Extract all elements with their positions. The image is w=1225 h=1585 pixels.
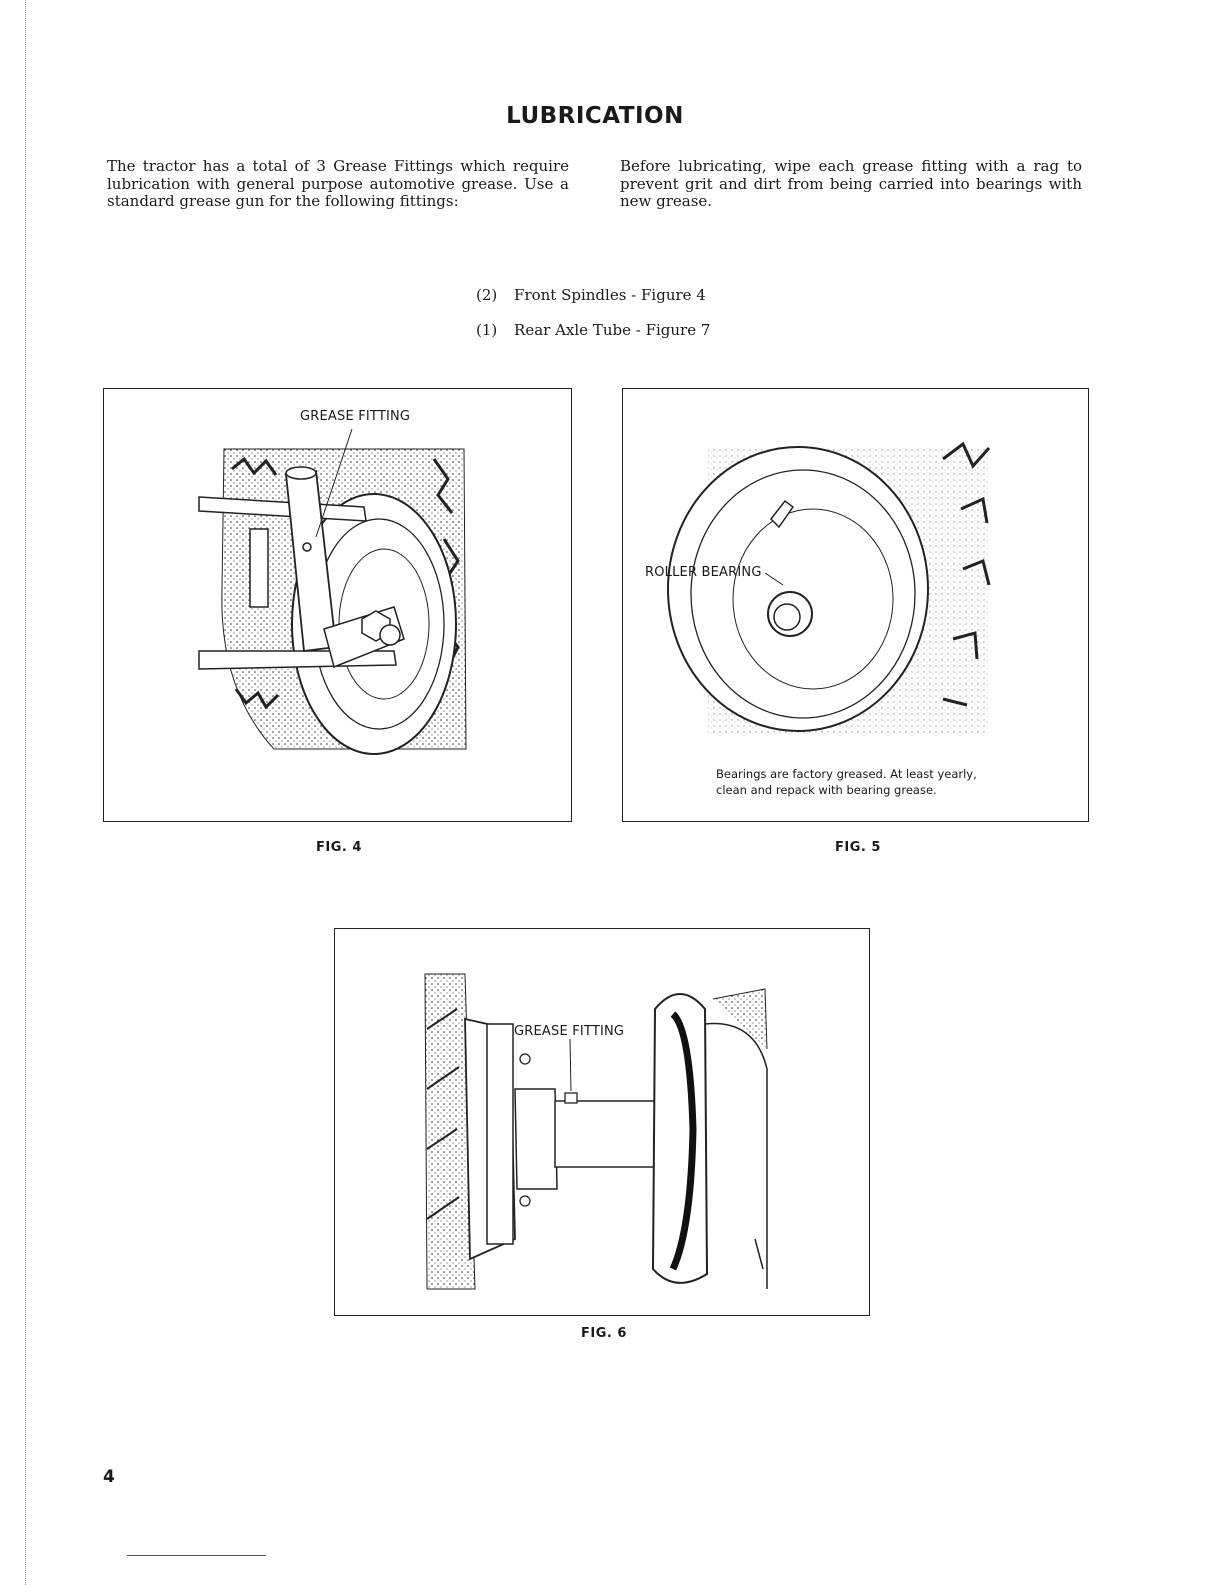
fitting-qty: (1)	[476, 321, 498, 339]
fig4-caption: FIG. 4	[316, 840, 362, 855]
fig6-callout: GREASE FITTING	[514, 1024, 625, 1039]
fig5-note-line2: clean and repack with bearing grease.	[716, 783, 937, 797]
fitting-item-front-spindles	[476, 286, 706, 304]
fitting-item-rear-axle	[476, 321, 710, 339]
fitting-qty: (2)	[476, 286, 498, 304]
intro-paragraph-right: Before lubricating, wipe each grease fitting with a rag to prevent grit and dirt from being carried into bearings with new grease.	[620, 157, 1082, 210]
intro-paragraph-left: The tractor has a total of 3 Grease Fittings which require lubrication with general purpose automotive grease. Use a standard grease gun for the following fittings:	[107, 157, 569, 210]
page-number: 4	[103, 1467, 115, 1487]
rear-axle-illustration	[335, 929, 869, 1315]
roller-bearing-illustration	[623, 389, 1088, 821]
fig4-callout: GREASE FITTING	[300, 409, 411, 424]
front-spindle-illustration	[104, 389, 571, 821]
page-title: LUBRICATION	[506, 103, 684, 129]
figure-4-frame	[103, 388, 572, 822]
fig5-callout: ROLLER BEARING	[645, 565, 762, 580]
figure-6-frame	[334, 928, 870, 1316]
fitting-label: Front Spindles - Figure 4	[514, 286, 706, 304]
fitting-label: Rear Axle Tube - Figure 7	[514, 321, 711, 339]
footer-rule	[127, 1555, 266, 1556]
fig5-caption: FIG. 5	[835, 840, 881, 855]
figure-5-frame	[622, 388, 1089, 822]
fig5-note-line1: Bearings are factory greased. At least yearly,	[716, 767, 977, 781]
fig6-caption: FIG. 6	[581, 1326, 627, 1341]
page-edge-line	[25, 0, 26, 1585]
